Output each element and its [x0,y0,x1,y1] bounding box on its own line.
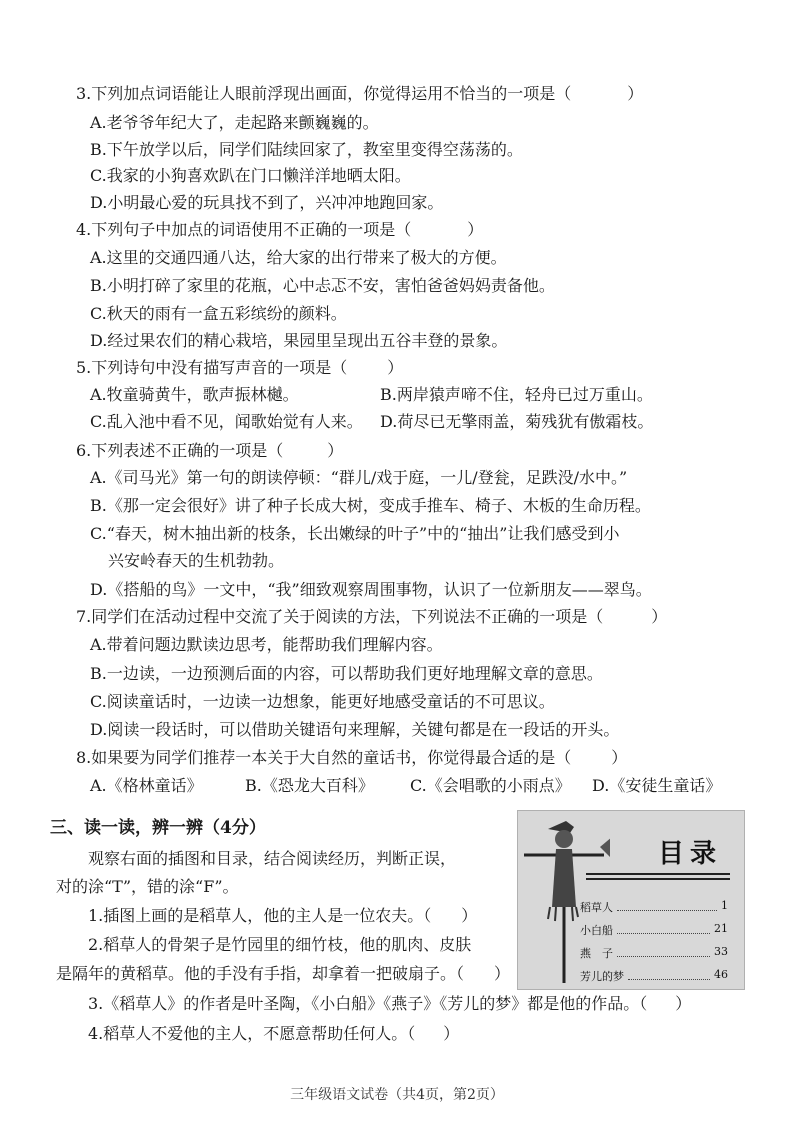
judge-item-3: 3.《稻草人》的作者是叶圣陶，《小白船》《燕子》《芳儿的梦》都是他的作品。（ ） [88,994,692,1013]
judge-item-4: 4.稻草人不爱他的主人，不愿意帮助任何人。（ ） [88,1024,460,1043]
question-6-stem: 6.下列表述不正确的一项是（ ） [76,441,344,460]
toc-entry: 小白船 21 [580,922,728,937]
question-5-option-a: A.牧童骑黄牛，歌声振林樾。 [90,385,299,404]
question-6-option-c: C.“春天，树木抽出新的枝条，长出嫩绿的叶子”中的“抽出”让我们感受到小 [90,524,620,543]
question-4-option-a: A.这里的交通四通八达，给大家的出行带来了极大的方便。 [90,248,507,267]
question-8-option-c: C.《会唱歌的小雨点》 [410,776,571,795]
toc-title: 目录 [657,839,722,869]
page-footer: 三年级语文试卷（共4页，第2页） [290,1087,504,1103]
question-5-options-row-1 [90,385,653,405]
question-8-option-a: A.《格林童话》 [90,776,203,795]
question-5-option-c: C.乱入池中看不见，闻歌始觉有人来。 [90,412,363,431]
section-3-title: 三、读一读，辨一辨（4分） [50,818,266,838]
question-6-option-a: A.《司马光》第一句的朗读停顿：“群儿/戏于庭，一儿/登瓮，足跌没/水中。” [90,468,628,487]
question-6-option-b: B.《那一定会很好》讲了种子长成大树，变成手推车、椅子、木板的生命历程。 [90,496,651,515]
question-5-stem: 5.下列诗句中没有描写声音的一项是（ ） [76,358,404,377]
question-3-option-a: A.老爷爷年纪大了，走起路来颤巍巍的。 [90,113,379,132]
toc-rule [586,873,730,875]
question-3-option-d: D.小明最心爱的玩具找不到了，兴冲冲地跑回家。 [90,193,444,212]
question-6-option-c-cont: 兴安岭春天的生机勃勃。 [108,551,285,570]
toc-entry: 燕 子 33 [580,945,728,960]
question-8-stem: 8.如果要为同学们推荐一本关于大自然的童话书，你觉得最合适的是（ ） [76,748,628,767]
section-3-intro-1: 观察右面的插图和目录，结合阅读经历，判断正误， [88,849,457,868]
question-4-stem: 4.下列句子中加点的词语使用不正确的一项是（ ） [76,220,484,239]
question-4-option-d: D.经过果农们的精心栽培，果园里呈现出五谷丰登的景象。 [90,331,508,350]
question-5-option-d: D.荷尽已无擎雨盖，菊残犹有傲霜枝。 [380,412,654,431]
question-6-option-d: D.《搭船的鸟》一文中，“我”细致观察周围事物，认识了一位新朋友——翠鸟。 [90,580,652,599]
toc-rule [586,878,730,880]
question-7-option-d: D.阅读一段话时，可以借助关键语句来理解，关键句都是在一段话的开头。 [90,720,620,739]
question-5-option-b: B.两岸猿声啼不住，轻舟已过万重山。 [380,385,653,404]
question-3-stem: 3.下列加点词语能让人眼前浮现出画面，你觉得运用不恰当的一项是（ ） [76,84,644,103]
question-3-option-b: B.下午放学以后，同学们陆续回家了，教室里变得空荡荡的。 [90,140,523,159]
section-3-intro-2: 对的涂“T”，错的涂“F”。 [56,877,239,896]
question-5-options-row-2 [90,412,653,432]
question-3-option-c: C.我家的小狗喜欢趴在门口懒洋洋地晒太阳。 [90,166,411,185]
question-8-option-d: D.《安徒生童话》 [592,776,722,795]
judge-item-2-cont: 是隔年的黄稻草。他的手没有手指，却拿着一把破扇子。（ ） [56,964,511,983]
question-8-option-b: B.《恐龙大百科》 [245,776,374,795]
question-7-stem: 7.同学们在活动过程中交流了关于阅读的方法，下列说法不正确的一项是（ ） [76,607,668,626]
judge-item-1: 1.插图上画的是稻草人，他的主人是一位农夫。（ ） [88,906,478,925]
question-8-options-row [90,776,721,796]
question-4-option-c: C.秋天的雨有一盒五彩缤纷的颜料。 [90,304,347,323]
judge-item-2: 2.稻草人的骨架子是竹园里的细竹枝，他的肌肉、皮肤 [88,935,472,954]
question-4-option-b: B.小明打碎了家里的花瓶，心中忐忑不安，害怕爸爸妈妈责备他。 [90,276,555,295]
question-7-option-b: B.一边读，一边预测后面的内容，可以帮助我们更好地理解文章的意思。 [90,664,603,683]
scarecrow-illustration [517,810,745,990]
toc-entry: 芳儿的梦 46 [580,968,728,983]
question-7-option-a: A.带着问题边默读边思考，能帮助我们理解内容。 [90,635,443,654]
toc-entry: 稻草人 1 [580,899,728,914]
question-7-option-c: C.阅读童话时，一边读一边想象，能更好地感受童话的不可思议。 [90,692,555,711]
